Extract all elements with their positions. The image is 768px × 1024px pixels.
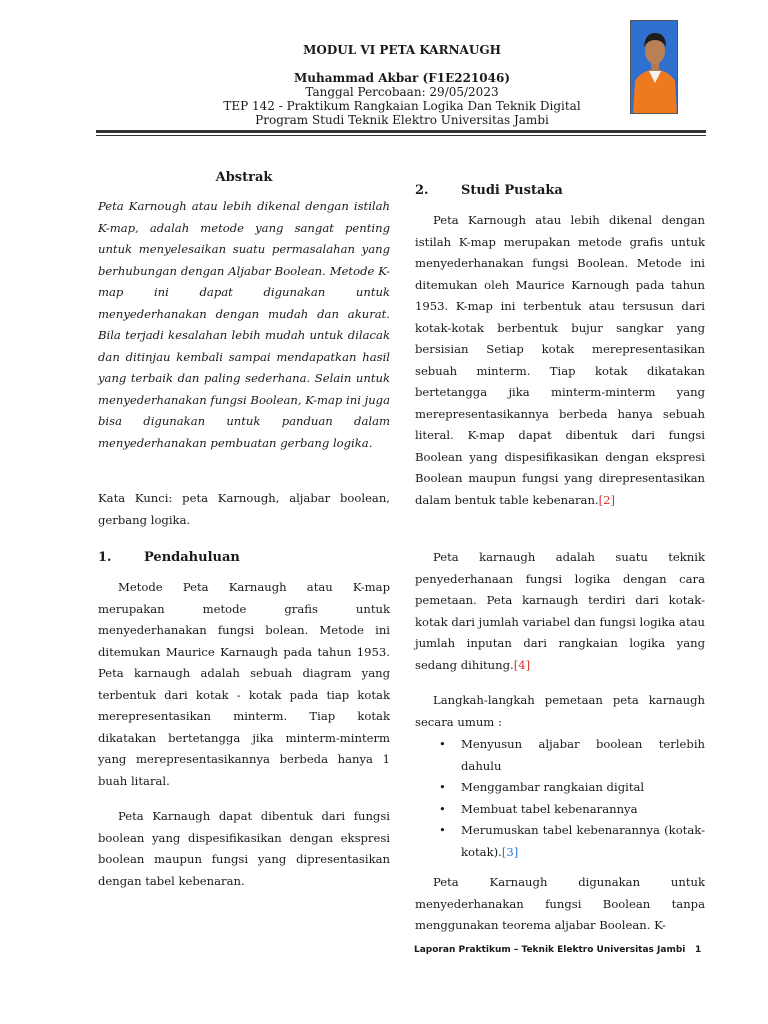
section-2-paragraph-2 <box>415 547 705 676</box>
citation-3[interactable]: [3] <box>501 844 519 859</box>
abstract-heading: Abstrak <box>215 170 273 185</box>
section-2-p1-text: Peta Karnough atau lebih dikenal dengan istilah K-map merupakan metode grafis untuk menyederhanakan fungsi Boolean. Metode ini ditemukan oleh Maurice Karnough pada tahun 1953. K-map ini terbentuk atau tersusun dari kotak-kotak berbentuk bujur sangkar yang bersisian Setiap kotak merepresentasikan sebuah minterm. Tiap kotak dikatakan bertetangga jika minterm-minterm yang merepresentasikannya berbeda hanya sebuah literal. K-map dapat dibentuk dari fungsi Boolean yang dispesifikasikan dengan ekspresi Boolean maupun fungsi yang direpresentasikan dalam bentuk table kebenaran. <box>415 213 705 507</box>
section-1-paragraph-1: Metode Peta Karnaugh atau K-map merupakan metode grafis untuk menyederhanakan fungsi bolean. Metode ini ditemukan Maurice Karnaugh pada tahun 1953. Peta karnaugh adalah sebuah diagram yang terbentuk dari kotak - kotak pada tiap kotak merepresentasikan minterm. Tiap kotak dikatakan bertetangga jika minterm-minterm yang merepresentasikannya berbeda hanya 1 buah litaral. <box>98 580 390 788</box>
program-line: Program Studi Teknik Elektro Universitas Jambi <box>255 113 549 127</box>
person-portrait-icon <box>631 21 678 114</box>
header-rule-thin <box>96 135 706 136</box>
section-2-paragraph-3: Langkah-langkah pemetaan peta karnaugh secara umum : <box>415 693 705 729</box>
step-4-text: Merumuskan tabel kebenarannya (kotak-kotak). <box>461 823 705 859</box>
section-2-paragraph-1 <box>415 210 705 511</box>
citation-4[interactable]: [4] <box>513 657 531 672</box>
section-2-paragraph-4: Peta Karnaugh digunakan untuk menyederhanakan fungsi Boolean tanpa menggunakan teorema aljabar Boolean. K- <box>415 875 705 932</box>
author-line: Muhammad Akbar (F1E221046) <box>293 71 510 85</box>
section-2-number: 2. <box>415 183 429 198</box>
section-1-heading <box>98 550 390 565</box>
keywords: Kata Kunci: peta Karnough, aljabar boolean, gerbang logika. <box>98 491 390 527</box>
abstract-text: Peta Karnough atau lebih dikenal dengan istilah K-map, adalah metode yang sangat penting untuk menyelesaikan suatu permasalahan yang berhubungan dengan Aljabar Boolean. Metode K-map ini dapat digunakan untuk menyederhanakan dengan mudah dan akurat. Bila terjadi kesalahan lebih mudah untuk dilacak dan ditinjau kembali sampai mendapatkan hasil yang terbaik dan paling sederhana. Selain untuk menyederhanakan fungsi Boolean, K-map ini juga bisa digunakan untuk panduan dalam menyederhanakan pembuatan gerbang logika. <box>98 199 390 450</box>
date-line: Tanggal Percobaan: 29/05/2023 <box>305 85 499 99</box>
section-2-title: Studi Pustaka <box>461 183 563 198</box>
footer-text: Laporan Praktikum – Teknik Elektro Universitas Jambi <box>414 945 686 955</box>
steps-list <box>415 734 705 863</box>
citation-2[interactable]: [2] <box>598 492 616 507</box>
list-item: • Menyusun aljabar boolean terlebih dahulu <box>415 734 705 777</box>
paper-title: MODUL VI PETA KARNAUGH <box>303 43 501 57</box>
section-1-number: 1. <box>98 550 112 565</box>
list-item: • Menggambar rangkaian digital <box>415 777 705 799</box>
list-item <box>415 820 705 863</box>
page-number: 1 <box>695 945 702 955</box>
section-1-paragraph-2: Peta Karnaugh dapat dibentuk dari fungsi boolean yang dispesifikasikan dengan ekspresi boolean maupun fungsi yang dipresentasikan dengan tabel kebenaran. <box>98 809 390 888</box>
course-line: TEP 142 - Praktikum Rangkaian Logika Dan Teknik Digital <box>223 99 581 113</box>
list-item: • Membuat tabel kebenarannya <box>415 799 705 821</box>
section-2-p2-text: Peta karnaugh adalah suatu teknik penyederhanaan fungsi logika dengan cara pemetaan. Peta karnaugh terdiri dari kotak-kotak dari jumlah variabel dan fungsi logika atau jumlah inputan dari rangkaian logika yang sedang dihitung. <box>415 550 705 672</box>
author-photo <box>630 20 678 114</box>
header-rule-thick <box>96 130 706 133</box>
section-1-title: Pendahuluan <box>144 550 240 565</box>
section-2-heading <box>415 183 705 198</box>
